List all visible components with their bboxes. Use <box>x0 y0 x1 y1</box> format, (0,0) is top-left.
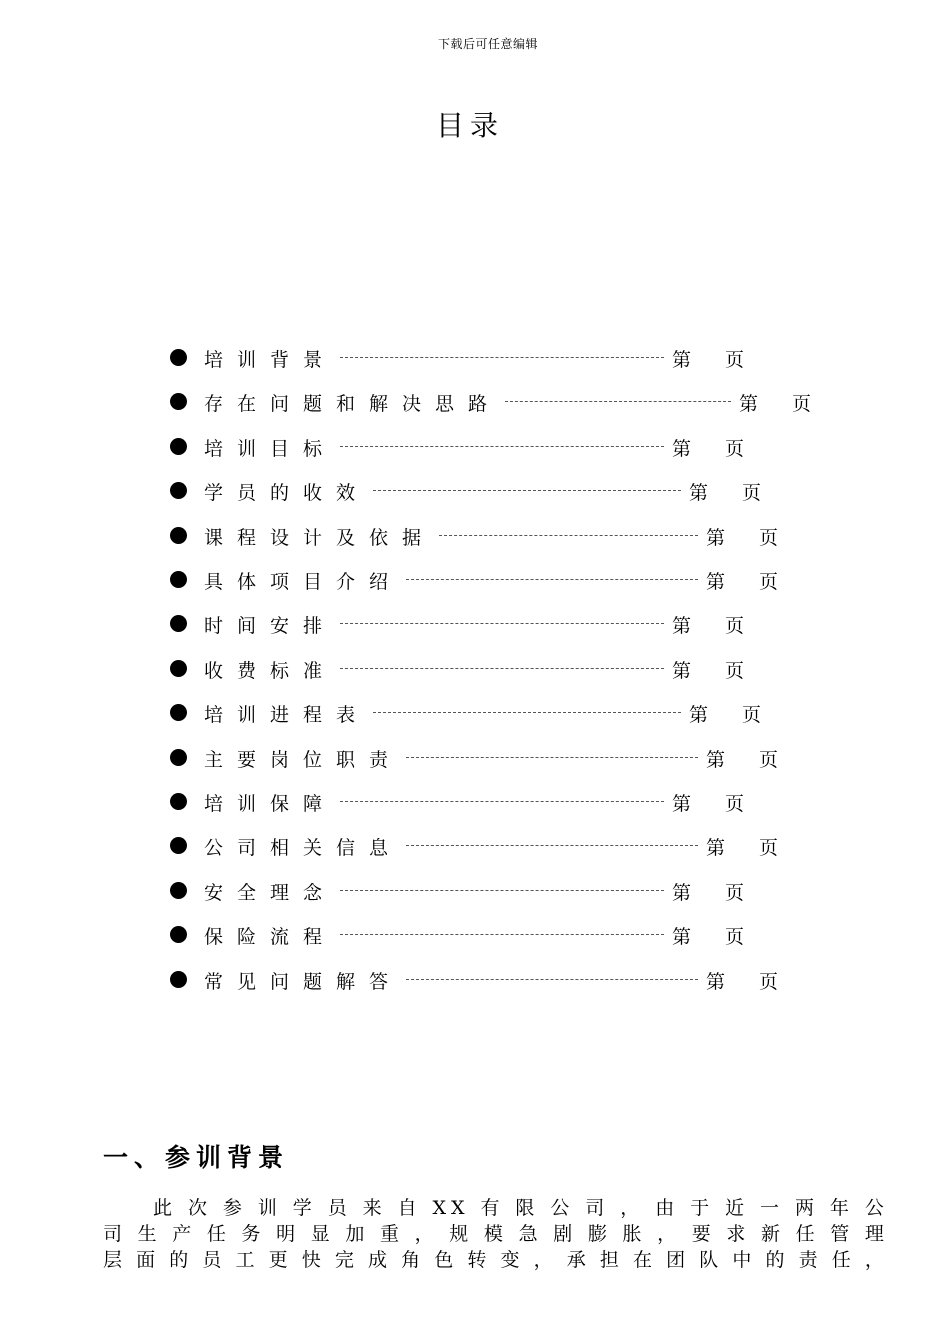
toc-page-label: 第 页 <box>689 704 776 727</box>
toc-item[interactable] <box>0 695 950 729</box>
bullet-icon <box>170 882 187 899</box>
toc-item[interactable] <box>0 651 950 685</box>
toc-item-label: 存在问题和解决思路 <box>204 393 502 416</box>
toc-title: 目录 <box>435 109 504 142</box>
toc-item-label: 主要岗位职责 <box>204 748 403 771</box>
body-text-line: 司 生 产 任 务 明 显 加 重 ， 规 模 急 剧 膨 胀 ， 要 求 新 任 管 理 <box>103 1223 889 1245</box>
toc-leader <box>406 757 698 758</box>
bullet-icon <box>170 527 187 544</box>
toc-page-label: 第 页 <box>672 881 759 904</box>
bullet-icon <box>170 926 187 943</box>
toc-item-label: 培训背景 <box>204 349 337 371</box>
toc-item-label: 课程设计及依据 <box>204 526 436 549</box>
toc-item[interactable] <box>0 473 950 507</box>
bullet-icon <box>170 660 187 677</box>
toc-leader <box>373 490 681 491</box>
header-note: 下载后可任意编辑 <box>437 37 538 51</box>
toc-leader <box>340 446 664 447</box>
toc-page-label: 第 页 <box>706 748 793 771</box>
body-text-line: 此 次 参 训 学 员 来 自 XX 有 限 公 司 ， 由 于 近 一 两 年 公 <box>153 1197 889 1219</box>
toc-item-label: 具体项目介绍 <box>204 571 403 593</box>
toc-item[interactable] <box>0 562 950 596</box>
toc-page-label: 第 页 <box>672 437 759 460</box>
toc-item-label: 时间安排 <box>204 615 337 638</box>
bullet-icon <box>170 971 187 988</box>
toc-item[interactable] <box>0 873 950 907</box>
toc-item[interactable] <box>0 962 950 996</box>
toc-item[interactable] <box>0 740 950 774</box>
toc-item-label: 常见问题解答 <box>204 970 403 993</box>
toc-item-label: 公司相关信息 <box>204 837 403 860</box>
bullet-icon <box>170 393 187 410</box>
toc-item-label: 收费标准 <box>204 659 337 682</box>
toc-page-label: 第 页 <box>672 349 759 371</box>
bullet-icon <box>170 615 187 632</box>
toc-item[interactable] <box>0 429 950 463</box>
bullet-icon <box>170 793 187 810</box>
toc-leader <box>340 801 664 802</box>
toc-item[interactable] <box>0 384 950 418</box>
toc-page-label: 第 页 <box>706 837 793 860</box>
toc-leader <box>340 623 664 624</box>
toc-page-label: 第 页 <box>672 615 759 638</box>
section-heading: 一、参训背景 <box>103 1143 290 1172</box>
toc-page-label: 第 页 <box>672 793 759 815</box>
toc-leader <box>406 979 698 980</box>
toc-item[interactable] <box>0 784 950 818</box>
toc-leader <box>340 934 664 935</box>
toc-leader <box>406 845 698 846</box>
toc-item[interactable] <box>0 917 950 951</box>
toc-item-label: 学员的收效 <box>204 482 370 505</box>
toc-item-label: 培训进程表 <box>204 704 370 727</box>
bullet-icon <box>170 704 187 721</box>
toc-page-label: 第 页 <box>706 526 793 549</box>
bullet-icon <box>170 482 187 499</box>
bullet-icon <box>170 749 187 766</box>
toc-page-label: 第 页 <box>739 393 826 416</box>
toc-item[interactable] <box>0 518 950 552</box>
toc-leader <box>406 579 698 580</box>
toc-page-label: 第 页 <box>672 926 759 949</box>
toc-item-label: 安全理念 <box>204 881 337 904</box>
toc-leader <box>340 357 664 358</box>
toc-leader <box>373 712 681 713</box>
toc-page-label: 第 页 <box>706 970 793 993</box>
toc-leader <box>439 535 698 536</box>
bullet-icon <box>170 837 187 854</box>
toc-item[interactable] <box>0 828 950 862</box>
toc-page-label: 第 页 <box>689 482 776 505</box>
toc-item-label: 培训目标 <box>204 437 337 460</box>
bullet-icon <box>170 571 187 588</box>
toc-item[interactable] <box>0 340 950 374</box>
toc-page-label: 第 页 <box>706 571 793 593</box>
bullet-icon <box>170 438 187 455</box>
toc-leader <box>340 668 664 669</box>
bullet-icon <box>170 349 187 366</box>
toc-leader <box>505 401 731 402</box>
toc-item-label: 培训保障 <box>204 793 337 815</box>
toc-page-label: 第 页 <box>672 659 759 682</box>
toc-leader <box>340 890 664 891</box>
toc-item-label: 保险流程 <box>204 926 337 949</box>
toc-item[interactable] <box>0 606 950 640</box>
body-text-line: 层 面 的 员 工 更 快 完 成 角 色 转 变 ， 承 担 在 团 队 中 的 责 任 ， <box>103 1249 888 1271</box>
